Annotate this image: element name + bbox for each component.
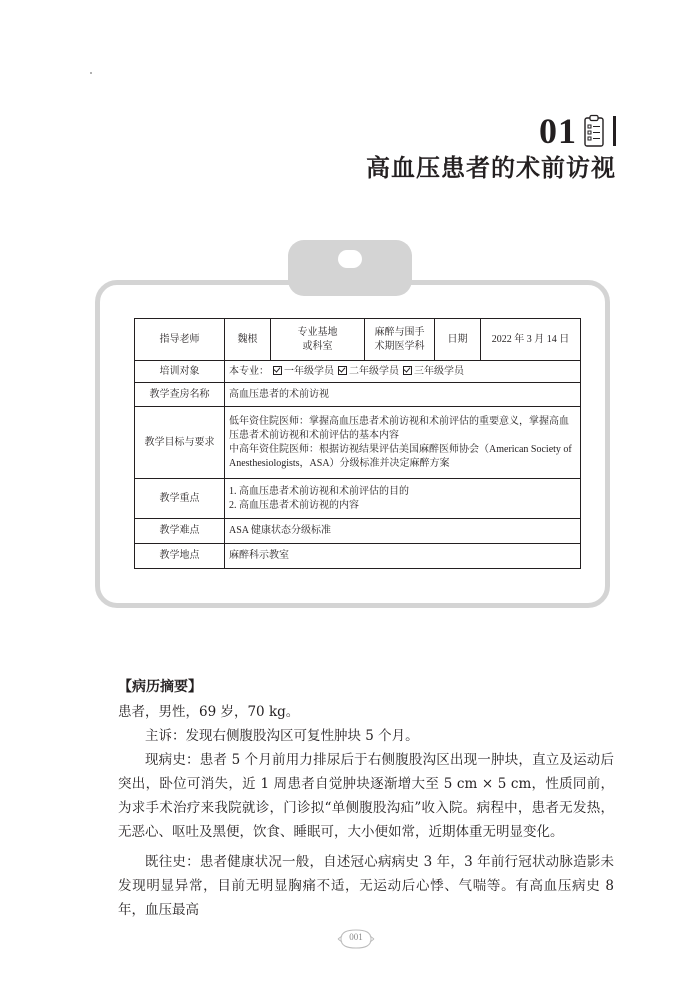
checkbox-checked-icon <box>273 366 282 375</box>
page-number: 001 <box>349 932 363 942</box>
table-row <box>135 319 581 361</box>
table-row <box>135 361 581 383</box>
trainee-option: 一年级学员 <box>284 365 334 377</box>
trainee-option: 三年级学员 <box>414 365 464 377</box>
case-summary-heading: 【病历摘要】 <box>118 679 202 695</box>
location-label: 教学地点 <box>135 544 225 569</box>
objectives-value <box>225 407 581 479</box>
checkbox-checked-icon <box>338 366 347 375</box>
clipboard-clip-hole <box>338 250 362 268</box>
location-value: 麻醉科示教室 <box>225 544 581 569</box>
clipboard-checklist-icon <box>583 114 605 148</box>
teaching-info-table <box>134 318 581 569</box>
objectives-senior: 中高年资住院医师：根据访视结果评估美国麻醉医师协会（American Society of Anesthesiologists，ASA）分级标准并决定麻醉方案 <box>229 443 572 469</box>
table-row <box>135 407 581 479</box>
trainee-value <box>225 361 581 383</box>
department-label: 专业基地 或科室 <box>271 319 365 361</box>
difficulty-value: ASA 健康状态分级标准 <box>225 519 581 544</box>
checkbox-checked-icon <box>403 366 412 375</box>
date-label: 日期 <box>435 319 481 361</box>
chief-complaint: 主诉：发现右侧腹股沟区可复性肿块 5 个月。 <box>145 728 419 744</box>
table-row <box>135 544 581 569</box>
key-point-item: 2. 高血压患者术前访视的内容 <box>229 499 359 511</box>
clipboard-clip <box>288 240 412 296</box>
page-speck <box>90 72 92 74</box>
objectives-label: 教学目标与要求 <box>135 407 225 479</box>
chapter-number: 01 <box>539 111 577 151</box>
department-value: 麻醉与围手 术期医学科 <box>365 319 435 361</box>
trainee-label: 培训对象 <box>135 361 225 383</box>
key-points-value <box>225 479 581 519</box>
patient-basic-info: 患者，男性，69 岁，70 kg。 <box>118 704 300 720</box>
chapter-header <box>539 110 616 152</box>
date-value: 2022 年 3 月 14 日 <box>481 319 581 361</box>
rounds-name-value: 高血压患者的术前访视 <box>225 383 581 407</box>
difficulty-label: 教学难点 <box>135 519 225 544</box>
past-history: 既往史：患者健康状况一般，自述冠心病病史 3 年，3 年前行冠状动脉造影未发现明显异常，目前无明显胸痛不适，无运动后心悸、气喘等。有高血压病史 8 年，血压最高 <box>118 854 614 918</box>
instructor-label: 指导老师 <box>135 319 225 361</box>
objectives-junior: 低年资住院医师：掌握高血压患者术前访视和术前评估的重要意义，掌握高血压患者术前访视和术前评估的基本内容 <box>229 415 569 441</box>
trainee-prefix: 本专业： <box>229 365 269 377</box>
table-row <box>135 383 581 407</box>
key-point-item: 1. 高血压患者术前访视和术前评估的目的 <box>229 485 409 497</box>
key-points-label: 教学重点 <box>135 479 225 519</box>
table-row <box>135 519 581 544</box>
table-row <box>135 479 581 519</box>
chapter-title: 高血压患者的术前访视 <box>366 154 616 182</box>
rounds-name-label: 教学查房名称 <box>135 383 225 407</box>
trainee-option: 二年级学员 <box>349 365 399 377</box>
instructor-value: 魏根 <box>225 319 271 361</box>
chapter-divider-bar <box>613 116 616 146</box>
present-illness: 现病史：患者 5 个月前用力排尿后于右侧腹股沟区出现一肿块，直立及运动后突出，卧位可消失，近 1 周患者自觉肿块逐渐增大至 5 cm × 5 cm，性质同前，为求手术治疗来我院就诊，门诊拟“单侧腹股沟疝”收入院。病程中，患者无发热，无恶心、呕吐及黑便，饮食、睡眠可，大小便如常，近期体重无明显变化。 <box>118 752 614 840</box>
